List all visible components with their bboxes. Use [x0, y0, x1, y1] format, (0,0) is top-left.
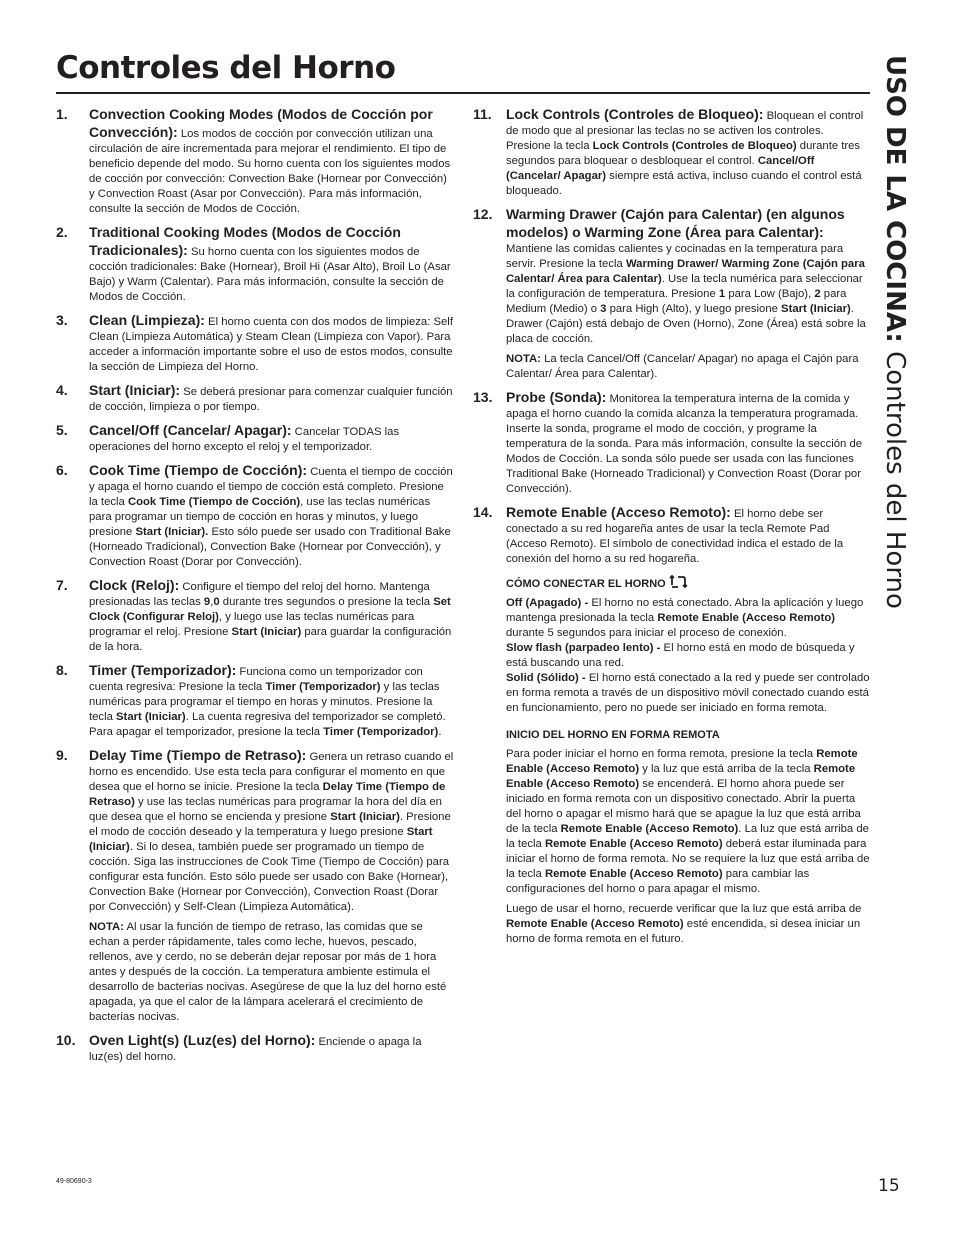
body-text: Monitorea la temperatura interna de la comida y apaga el horno cuando la comida alcanza la temperatura programada. Inserte la sonda, programe el modo de cocción, y programe la temperatura de la sonda. Para más información, consulte la sección de Modos de Cocción. La sonda sólo puede ser usada con las funciones Traditional Bake (Horneado Tradicional) y Convection Roast (Dorar por Convección).	[506, 393, 863, 495]
body-text: Luego de usar el horno, recuerde verificar que la luz que está arriba de	[506, 903, 862, 915]
item-text	[89, 662, 454, 740]
control-item	[56, 312, 454, 375]
body-text: El horno no está conectado. Abra la aplicación y luego mantenga presionada la tecla	[506, 597, 864, 624]
body-text: para guardar la configuración de la hora.	[89, 626, 452, 653]
item-text	[89, 224, 454, 305]
item-text	[506, 106, 871, 199]
bold-text: Cancel/Off (Cancelar/ Apagar)	[506, 155, 815, 182]
control-item	[56, 382, 454, 415]
section-subtitle: Controles del Horno	[880, 342, 910, 609]
body-text: El horno está en modo de búsqueda y está buscando una red.	[506, 642, 855, 669]
control-item	[473, 504, 871, 947]
body-text: , use las teclas numéricas para programar un tiempo de cocción en horas y minutos, y luego presione	[89, 496, 431, 538]
control-item	[473, 389, 871, 497]
bold-text: Start (Iniciar)	[330, 811, 400, 823]
item-text	[89, 462, 454, 570]
item-title: Convection Cooking Modes (Modos de Cocción por Convección):	[89, 106, 433, 140]
item-text	[89, 577, 454, 655]
item-title: Start (Iniciar):	[89, 382, 181, 398]
control-item	[56, 106, 454, 217]
body-text: siempre está activa, incluso cuando el control está bloqueado.	[506, 170, 862, 197]
body-text: Esto sólo puede ser usado con Traditional Bake (Horneado Tradicional), Convection Bake (Hornear por Convección), y Convection Roast (Dorar por Convección).	[89, 526, 451, 568]
body-text: se encenderá. El horno ahora puede ser iniciado en forma remota con un dispositivo conectado. Abrir la puerta del horno o apagar el mismo hará que se apague la luz que está arriba de la tecla	[506, 778, 861, 835]
bold-text: 0	[213, 596, 220, 608]
item-number: 2.	[56, 224, 68, 240]
control-item	[473, 106, 871, 199]
body-text: esté encendida, si desea iniciar un horno de forma remota en el futuro.	[506, 918, 861, 945]
bold-text: Set Clock (Configurar Reloj)	[89, 596, 451, 623]
section-side-text	[880, 55, 910, 609]
item-text	[506, 206, 871, 347]
item-title: Remote Enable (Acceso Remoto):	[506, 504, 731, 520]
left-column	[56, 106, 454, 1072]
body-text: . Drawer (Cajón) está debajo de Oven (Horno), Zone (Área) está sobre la placa de cocción.	[506, 303, 866, 345]
item-title: Probe (Sonda):	[506, 389, 607, 405]
document-code: 49-80690-3	[56, 1178, 92, 1185]
bold-text: Solid (Sólido) -	[506, 672, 586, 684]
remote-start-paragraph	[506, 902, 871, 947]
bold-text: Cook Time (Tiempo de Cocción)	[127, 496, 301, 508]
connect-heading-text: CÓMO CONECTAR EL HORNO	[506, 578, 666, 590]
body-text: durante tres segundos para bloquear o desbloquear el control.	[506, 140, 861, 167]
body-text: Configure el tiempo del reloj del horno. Mantenga presionadas las teclas	[89, 581, 430, 608]
body-text: . La cuenta regresiva del temporizador se completó. Para apagar el temporizador, presione la tecla	[89, 711, 446, 738]
item-title: Lock Controls (Controles de Bloqueo):	[506, 106, 764, 122]
bold-text: NOTA:	[506, 353, 541, 365]
connect-heading	[506, 575, 871, 592]
body-text: Para poder iniciar el horno en forma remota, presione la tecla	[506, 748, 817, 760]
bold-text: Delay Time (Tiempo de Retraso)	[89, 781, 446, 808]
connection-state	[506, 641, 871, 671]
page-number: 15	[878, 1176, 900, 1196]
body-text: Cancelar TODAS las operaciones del horno excepto el reloj y el temporizador.	[89, 426, 400, 453]
item-text	[89, 1032, 454, 1065]
bold-text: Start (Iniciar).	[135, 526, 209, 538]
bold-text: 3	[600, 303, 607, 315]
body-text: Los modos de cocción por convección utilizan una circulación de aire incrementada para mejorar el rendimiento. El tipo de beneficio depende del modo. Su horno cuenta con los siguientes modos de cocción por convección: Convection Bake (Hornear por Convección) y Convection Roast (Asar por Convección). Para más información, consulte la sección de Modos de Cocción.	[89, 128, 451, 215]
item-text	[506, 504, 871, 567]
item-number: 7.	[56, 577, 68, 593]
body-text: La tecla Cancel/Off (Cancelar/ Apagar) no apaga el Cajón para Calentar/ Área para Calentar).	[506, 353, 859, 380]
item-number: 5.	[56, 422, 68, 438]
control-item	[473, 206, 871, 382]
body-text: y las teclas numéricas para programar el tiempo en horas y minutos. Presione la tecla	[89, 681, 440, 723]
item-title: Clock (Reloj):	[89, 577, 180, 593]
bold-text: Start (Iniciar)	[89, 826, 433, 853]
body-text: para High (Alto), y luego presione	[606, 303, 782, 315]
remote-connect-icon	[669, 575, 687, 589]
body-text: para Medium (Medio) o	[506, 288, 847, 315]
body-text: El horno debe ser conectado a su red hogareña antes de usar la tecla Remote Pad (Acceso Remoto). El símbolo de conectividad indica el estado de la conexión del horno a su red hogareña.	[506, 508, 844, 565]
item-number: 13.	[473, 389, 493, 405]
bold-text: Off (Apagado) -	[506, 597, 589, 609]
item-note	[506, 352, 871, 382]
page-title: Controles del Horno	[56, 50, 396, 86]
item-text	[89, 106, 454, 217]
right-column	[473, 106, 871, 954]
body-text: .	[438, 726, 442, 738]
bold-text: Remote Enable (Acceso Remoto)	[506, 918, 684, 930]
bold-text: 2	[814, 288, 821, 300]
body-text: Cuenta el tiempo de cocción y apaga el horno cuando el tiempo de cocción está completo. Presione la tecla	[89, 466, 453, 508]
body-text: Funciona como un temporizador con cuenta regresiva: Presione la tecla	[89, 666, 423, 693]
body-text: Genera un retraso cuando el horno es encendido. Use esta tecla para configurar el momento en que desea que el horno se inicie. Presione la tecla	[89, 751, 454, 793]
remote-start-heading: INICIO DEL HORNO EN FORMA REMOTA	[506, 729, 720, 741]
body-text: y la luz que está arriba de la tecla	[639, 763, 814, 775]
item-number: 12.	[473, 206, 493, 222]
item-title: Delay Time (Tiempo de Retraso):	[89, 747, 307, 763]
item-number: 10.	[56, 1032, 76, 1048]
item-title: Timer (Temporizador):	[89, 662, 237, 678]
bold-text: Remote Enable (Acceso Remoto)	[560, 823, 739, 835]
bold-text: NOTA:	[89, 921, 124, 933]
bold-text: Start (Iniciar)	[116, 711, 186, 723]
bold-text: 9	[203, 596, 211, 608]
control-item	[56, 462, 454, 570]
body-text: ,	[210, 596, 214, 608]
body-text: durante 5 segundos para iniciar el proceso de conexión.	[506, 627, 787, 639]
control-item	[56, 224, 454, 305]
item-title: Cook Time (Tiempo de Cocción):	[89, 462, 308, 478]
body-text: para cambiar las configuraciones del horno o para apagar el mismo.	[506, 868, 810, 895]
item-title: Clean (Limpieza):	[89, 312, 205, 328]
control-item	[56, 1032, 454, 1065]
item-number: 11.	[473, 106, 492, 122]
bold-text: Warming Drawer/ Warming Zone (Cajón para Calentar/ Área para Calentar)	[506, 258, 865, 285]
body-text: Enciende o apaga la luz(es) del horno.	[89, 1036, 422, 1063]
item-number: 1.	[56, 106, 68, 122]
body-text: Bloquean el control de modo que al presionar las teclas no se activen los controles. Presione la tecla	[506, 110, 864, 152]
item-number: 6.	[56, 462, 68, 478]
bold-text: Start (Iniciar)	[781, 303, 851, 315]
body-text: Se deberá presionar para comenzar cualquier función de cocción, limpieza o por tiempo.	[89, 386, 453, 413]
control-item	[56, 662, 454, 740]
connection-state	[506, 671, 871, 716]
item-number: 8.	[56, 662, 68, 678]
control-item	[56, 422, 454, 455]
bold-text: Remote Enable (Acceso Remoto)	[657, 612, 836, 624]
control-item	[56, 747, 454, 1025]
body-text: Mantiene las comidas calientes y cocinadas en la temperatura para servir. Presione la tecla	[506, 243, 844, 270]
control-item	[56, 577, 454, 655]
title-divider	[56, 92, 870, 94]
item-number: 4.	[56, 382, 68, 398]
body-text: El horno cuenta con dos modos de limpieza: Self Clean (Limpieza Automática) y Steam Clean (Limpieza con Vapor). Para acceder a información importante sobre el uso de estos modos, consulte la sección de Limpieza del Horno.	[89, 316, 453, 373]
remote-start-paragraph	[506, 747, 871, 897]
bold-text: Lock Controls (Controles de Bloqueo)	[592, 140, 797, 152]
bold-text: Timer (Temporizador)	[265, 681, 381, 693]
body-text: . Presione el modo de cocción deseado y la temperatura y luego presione	[89, 811, 451, 838]
bold-text: Remote Enable (Acceso Remoto)	[506, 763, 856, 790]
connection-state	[506, 596, 871, 641]
item-note	[89, 920, 454, 1025]
item-number: 9.	[56, 747, 68, 763]
bold-text: Slow flash (parpadeo lento) -	[506, 642, 661, 654]
bold-text: Remote Enable (Acceso Remoto)	[544, 838, 723, 850]
body-text: para Low (Bajo),	[725, 288, 815, 300]
body-text: . La luz que está arriba de la tecla	[506, 823, 869, 850]
bold-text: Timer (Temporizador)	[323, 726, 439, 738]
body-text: , y luego use las teclas numéricas para programar el reloj. Presione	[89, 611, 415, 638]
bold-text: Start (Iniciar)	[231, 626, 302, 638]
item-text	[506, 389, 871, 497]
body-text: El horno está conectado a la red y puede ser controlado en forma remota a través de un dispositivo móvil conectado cuando está en funcionamiento, pero no puede ser iniciado en forma remota.	[506, 672, 870, 714]
item-title: Traditional Cooking Modes (Modos de Cocción Tradicionales):	[89, 224, 401, 258]
body-text: Al usar la función de tiempo de retraso, las comidas que se echan a perder rápidamente, tales como leche, huevos, pescado, rellenos, ave y cerdo, no se deberán dejar reposar por más de 1 hora antes y después de la cocción. La temperatura ambiente estimula el desarrollo de bacterias nocivas. Asegúrese de que la luz del horno esté apagada, ya que el calor de la lámpara acelerará el crecimiento de bacterias nocivas.	[89, 921, 447, 1023]
section-side-tab	[880, 55, 940, 615]
body-text: Su horno cuenta con los siguientes modos de cocción tradicionales: Bake (Hornear), Broil Hi (Asar Alto), Broil Lo (Asar Bajo) y Warm (Calentar). Para más información, consulte la sección de Modos de Cocción.	[89, 246, 451, 303]
body-text: deberá estar iluminada para iniciar el horno de forma remota. No se requiere la luz que está arriba de la tecla	[506, 838, 870, 880]
body-text: . Si lo desea, también puede ser programado un tiempo de cocción. Siga las instrucciones de Cook Time (Tiempo de Cocción) para configurar esta función. Esto sólo puede ser usado con Bake (Hornear), Convection Bake (Hornear por Convección), Convection Roast (Dorar por Convección) y Self-Clean (Limpieza Automática).	[89, 841, 449, 913]
item-title: Cancel/Off (Cancelar/ Apagar):	[89, 422, 292, 438]
body-text: . Use la tecla numérica para seleccionar la configuración de temperatura. Presione	[506, 273, 863, 300]
body-text: y use las teclas numéricas para programar la hora del día en que desea que el horno se encienda y presione	[89, 796, 442, 823]
item-text	[89, 382, 454, 415]
item-text	[89, 312, 454, 375]
body-text: durante tres segundos o presione la tecla	[219, 596, 434, 608]
section-name: USO DE LA COCINA:	[880, 55, 910, 343]
item-title: Warming Drawer (Cajón para Calentar) (en algunos modelos) o Warming Zone (Área para Calentar):	[506, 206, 845, 240]
bold-text: 1	[718, 288, 726, 300]
bold-text: Remote Enable (Acceso Remoto)	[506, 748, 858, 775]
item-text	[89, 422, 454, 455]
item-number: 3.	[56, 312, 68, 328]
item-text	[89, 747, 454, 915]
bold-text: Remote Enable (Acceso Remoto)	[544, 868, 723, 880]
item-title: Oven Light(s) (Luz(es) del Horno):	[89, 1032, 316, 1048]
item-number: 14.	[473, 504, 493, 520]
